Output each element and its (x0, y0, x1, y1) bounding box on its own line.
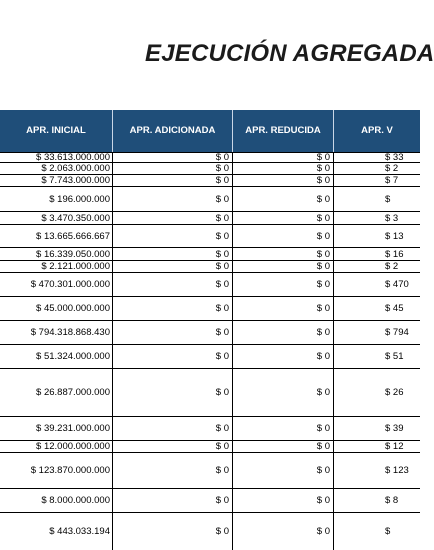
cell-apr-vigente: $ 123 (385, 465, 409, 476)
cell-apr-adicionada: $ 0 (113, 441, 233, 452)
cell-apr-inicial: $ 33.613.000.000 (0, 153, 113, 162)
cell-apr-reducida: $ 0 (233, 297, 334, 320)
cell-apr-vigente: $ 12 (385, 441, 404, 452)
cell-apr-reducida: $ 0 (233, 369, 334, 416)
table-row (0, 512, 420, 550)
cell-apr-inicial: $ 26.887.000.000 (0, 369, 113, 416)
table-row (0, 488, 420, 512)
cell-apr-inicial: $ 16.339.050.000 (0, 248, 113, 260)
table-row (0, 416, 420, 440)
cell-apr-vigente: $ 794 (385, 327, 409, 338)
cell-apr-reducida: $ 0 (233, 345, 334, 368)
cell-apr-vigente: $ 470 (385, 279, 409, 290)
table-row (0, 224, 420, 247)
cell-apr-reducida: $ 0 (233, 212, 334, 224)
cell-apr-inicial: $ 196.000.000 (0, 187, 113, 211)
cell-apr-vigente: $ 2 (385, 163, 399, 174)
table-header (0, 110, 420, 152)
cell-apr-adicionada: $ 0 (113, 453, 233, 488)
cell-apr-inicial: $ 12.000.000.000 (0, 441, 113, 452)
table-row (0, 260, 420, 272)
cell-apr-reducida: $ 0 (233, 261, 334, 272)
cell-apr-inicial: $ 794.318.868.430 (0, 321, 113, 344)
header-apr-vigente: APR. V (361, 125, 393, 136)
cell-apr-inicial: $ 3.470.350.000 (0, 212, 113, 224)
header-apr-inicial: APR. INICIAL (0, 110, 113, 152)
cell-apr-adicionada: $ 0 (113, 345, 233, 368)
cell-apr-inicial: $ 123.870.000.000 (0, 453, 113, 488)
table-row (0, 186, 420, 211)
cell-apr-vigente: $ 45 (385, 303, 404, 314)
cell-apr-inicial: $ 7.743.000.000 (0, 175, 113, 186)
cell-apr-adicionada: $ 0 (113, 187, 233, 211)
cell-apr-inicial: $ 51.324.000.000 (0, 345, 113, 368)
cell-apr-inicial: $ 443.033.194 (0, 513, 113, 550)
table-row (0, 211, 420, 224)
cell-apr-vigente: $ 8 (385, 495, 399, 506)
header-apr-reducida: APR. REDUCIDA (233, 110, 334, 152)
table-row (0, 320, 420, 344)
cell-apr-adicionada: $ 0 (113, 513, 233, 550)
cell-apr-adicionada: $ 0 (113, 153, 233, 162)
cell-apr-adicionada: $ 0 (113, 321, 233, 344)
cell-apr-reducida: $ 0 (233, 321, 334, 344)
cell-apr-reducida: $ 0 (233, 163, 334, 174)
cell-apr-reducida: $ 0 (233, 175, 334, 186)
cell-apr-vigente: $ 7 (385, 175, 399, 186)
cell-apr-adicionada: $ 0 (113, 248, 233, 260)
cell-apr-adicionada: $ 0 (113, 261, 233, 272)
cell-apr-inicial: $ 13.665.666.667 (0, 225, 113, 247)
cell-apr-reducida: $ 0 (233, 441, 334, 452)
cell-apr-adicionada: $ 0 (113, 175, 233, 186)
cell-apr-inicial: $ 45.000.000.000 (0, 297, 113, 320)
cell-apr-vigente: $ 13 (385, 230, 404, 242)
table-row (0, 152, 420, 162)
cell-apr-inicial: $ 8.000.000.000 (0, 489, 113, 512)
cell-apr-inicial: $ 2.063.000.000 (0, 163, 113, 174)
cell-apr-vigente: $ (385, 526, 391, 537)
cell-apr-reducida: $ 0 (233, 273, 334, 296)
table-row (0, 272, 420, 296)
table-row (0, 344, 420, 368)
page-title: EJECUCIÓN AGREGADA (145, 40, 434, 67)
cell-apr-adicionada: $ 0 (113, 212, 233, 224)
table-row (0, 440, 420, 452)
cell-apr-adicionada: $ 0 (113, 225, 233, 247)
table-row (0, 296, 420, 320)
cell-apr-inicial: $ 470.301.000.000 (0, 273, 113, 296)
table-row (0, 247, 420, 260)
cell-apr-vigente: $ 26 (385, 387, 404, 398)
table-row (0, 368, 420, 416)
header-apr-adicionada: APR. ADICIONADA (113, 110, 233, 152)
cell-apr-vigente: $ 2 (385, 261, 399, 272)
cell-apr-adicionada: $ 0 (113, 297, 233, 320)
cell-apr-reducida: $ 0 (233, 153, 334, 162)
cell-apr-reducida: $ 0 (233, 248, 334, 260)
table-row (0, 162, 420, 174)
cell-apr-inicial: $ 2.121.000.000 (0, 261, 113, 272)
cell-apr-vigente: $ 3 (385, 212, 399, 224)
cell-apr-vigente: $ 33 (385, 152, 404, 163)
cell-apr-reducida: $ 0 (233, 489, 334, 512)
cell-apr-reducida: $ 0 (233, 453, 334, 488)
table-row (0, 174, 420, 186)
cell-apr-adicionada: $ 0 (113, 489, 233, 512)
cell-apr-adicionada: $ 0 (113, 273, 233, 296)
table-row (0, 452, 420, 488)
cell-apr-vigente: $ 16 (385, 248, 404, 260)
cell-apr-vigente: $ (385, 193, 391, 205)
cell-apr-reducida: $ 0 (233, 513, 334, 550)
cell-apr-vigente: $ 39 (385, 423, 404, 434)
cell-apr-inicial: $ 39.231.000.000 (0, 417, 113, 440)
cell-apr-adicionada: $ 0 (113, 417, 233, 440)
cell-apr-reducida: $ 0 (233, 187, 334, 211)
cell-apr-reducida: $ 0 (233, 225, 334, 247)
cell-apr-reducida: $ 0 (233, 417, 334, 440)
cell-apr-vigente: $ 51 (385, 351, 404, 362)
cell-apr-adicionada: $ 0 (113, 163, 233, 174)
cell-apr-adicionada: $ 0 (113, 369, 233, 416)
